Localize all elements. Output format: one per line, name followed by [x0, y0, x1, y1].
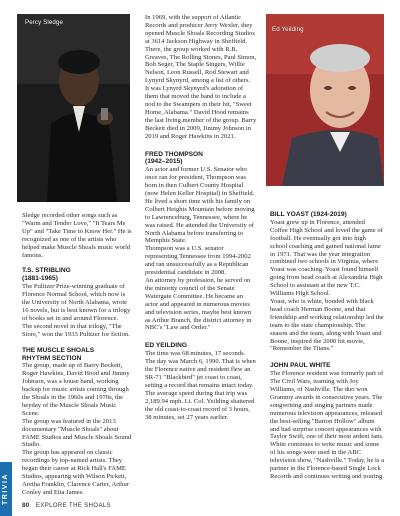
ed-yeilding-caption: Ed Yeilding [272, 26, 304, 33]
column-two [145, 14, 257, 498]
white-paragraph-1: The Florence resident was formerly part of The Civil Wars, teaming with Joy Williams, of Nashville. The duo won Grammy awards in consecutive years. The songwriting and singing partners made numerous television appearances, released the best-selling "Barton Hollow" album and had surprise concert appearances with Taylor Swift, one of their most ardent fans. [270, 370, 384, 441]
thompson-paragraph-3: An attorney by profession, he served on the minority council of the Senate Watergate Committee. He became an actor and appeared in numerous movies and television series, maybe best known as Arthur Branch, the district attorney in NBC's "Law and Order." [145, 277, 252, 332]
yeilding-heading: ED YEILDING [145, 342, 188, 350]
column-three [270, 211, 384, 501]
white-heading: JOHN PAUL WHITE [270, 362, 331, 370]
yoast-paragraph-2: Yoast, who is white, bonded with black head coach Herman Boone, and that friendship and working relationship led the team to the state championship. The season and the team, along with Yoast and Boone, inspired the 2000 hit movie, "Remember the Titans." [270, 297, 384, 353]
page-number: 80 [22, 502, 30, 509]
shoals-paragraph-3: The group has appeared on classic recordings by top-named artists. They began their career at Rick Hall's FAME Studios, appearing with Wilson Pickett, Aretha Franklin, Clarence Carter, Arthur Conley and Etta James. [22, 449, 130, 496]
trivia-tab-label: TRIVIA [2, 473, 9, 505]
stribling-paragraph: The Pulitzer Prize-winning graduate of Florence Normal School, which now is the University of North Alabama, wrote 16 novels, but is best known for a trilogy of books set in and around Florence. [22, 283, 131, 322]
ed-yeilding-photo [266, 14, 384, 186]
stribling-heading: T.S. STRIBLING [22, 267, 71, 275]
yoast-paragraph-1: Yoast grew up in Florence, attended Coffee High School and loved the game of football. He eventually got into high school coaching and gained national fame in 1971. That was the year integration combined two schools in Virginia, where Yoast was coaching. Yoast found himself going from head coach at Alexandria High School to assistant at the new T.C. Williams High School. [270, 218, 383, 298]
thompson-heading: FRED THOMPSON [145, 150, 203, 158]
shoals-heading: THE MUSCLE SHOALS [22, 346, 95, 354]
stribling-years: (1881-1965) [22, 275, 58, 283]
white-paragraph-2: White continues to write music and some of his songs were used in the ABC television show, "Nashville." Today, he is a partner in the Florence-based Single Lock Records and continues writing and touring. [270, 441, 384, 480]
percy-sledge-caption: Percy Sledge [25, 19, 64, 26]
shoals-paragraph-2: The group was featured in the 2013 documentary "Muscle Shoals" about FAME Studios and Muscle Shoals Sound Studio. [22, 417, 132, 449]
sledge-paragraph: Sledge recorded other songs such as "Warm and Tender Love," "It Tears Me Up" and "Take Time to Know Her." He is recognized as one of the artists who helped make Muscle Shoals music world famous. [22, 212, 132, 259]
page-footer [22, 502, 111, 509]
shoals-paragraph-1: The group, made up of Barry Beckett, Roger Hawkins, David Hood and Jimmy Johnson, was a house band, working backup for music artists coming through the Shoals in the 1960s and 1970s, the heyday of the Muscle Shoals Music Scene. [22, 362, 130, 417]
studio-paragraph: In 1969, with the support of Atlantic Records and producer Jerry Wexler, they opened Muscle Shoals Recording Studios at 3614 Jackson Highway in Sheffield. [145, 14, 255, 45]
column-one [22, 212, 132, 500]
thompson-paragraph-2: Thompson was a U.S. senator representing Tennessee from 1994-2002 and ran unsuccessfully as a Republican presidential candidate in 2008. [145, 245, 251, 277]
yeilding-paragraph: The time was 68 minutes, 17 seconds. The day was March 6, 1990. That is when the Florence native and resident flew an SR-71 "Blackbird" jet coast to coast, setting a record that remains intact today. The average speed during that trip was 2,189.94 mph. Lt. Col. Yeilding shattered the old coast-to-coast record of 3 hours, 38 minutes, set 27 years earlier. [145, 350, 256, 421]
thompson-years: (1942–2015) [145, 158, 183, 166]
stribling-paragraph-2: The second novel in that trilogy, "The Store," won the 1933 Pulitzer for fiction. [22, 322, 130, 338]
shoals-heading-2: RHYTHM SECTION [22, 354, 82, 362]
artists-paragraph: There, the group worked with R.B. Greaves, The Rolling Stones, Paul Simon, Bob Seger, The Staple Singers, Willie Nelson, Leon Russell, Rod Stewart and Lynyrd Skynyrd, among a list of others. [145, 45, 257, 85]
thompson-paragraph-1: An actor and former U.S. Senator who once ran for president, Thompson was born in then Culbert County Hospital (now Helen Keller Hospital) in Sheffield. He lived a short time with his family on Colbert Heights Mountain before moving to Lawrenceburg, Tennessee, where he was raised. He attended the University of North Alabama before transferring to Memphis State. [145, 166, 255, 245]
skynyrd-paragraph: It was Lynyrd Skynyrd's adoration of them that moved the band to include a nod to the Swampers in their hit, "Sweet Home, Alabama." David Hood remains the last living member of the group. Barry Beckett died in 2009, Jimmy Johnson in 2019 and Roger Hawkins in 2021. [145, 85, 257, 140]
yoast-heading: BILL YOAST (1924-2019) [270, 211, 347, 218]
trivia-tab [0, 462, 12, 516]
percy-sledge-photo [17, 14, 130, 202]
section-name: EXPLORE THE SHOALS [35, 503, 112, 509]
